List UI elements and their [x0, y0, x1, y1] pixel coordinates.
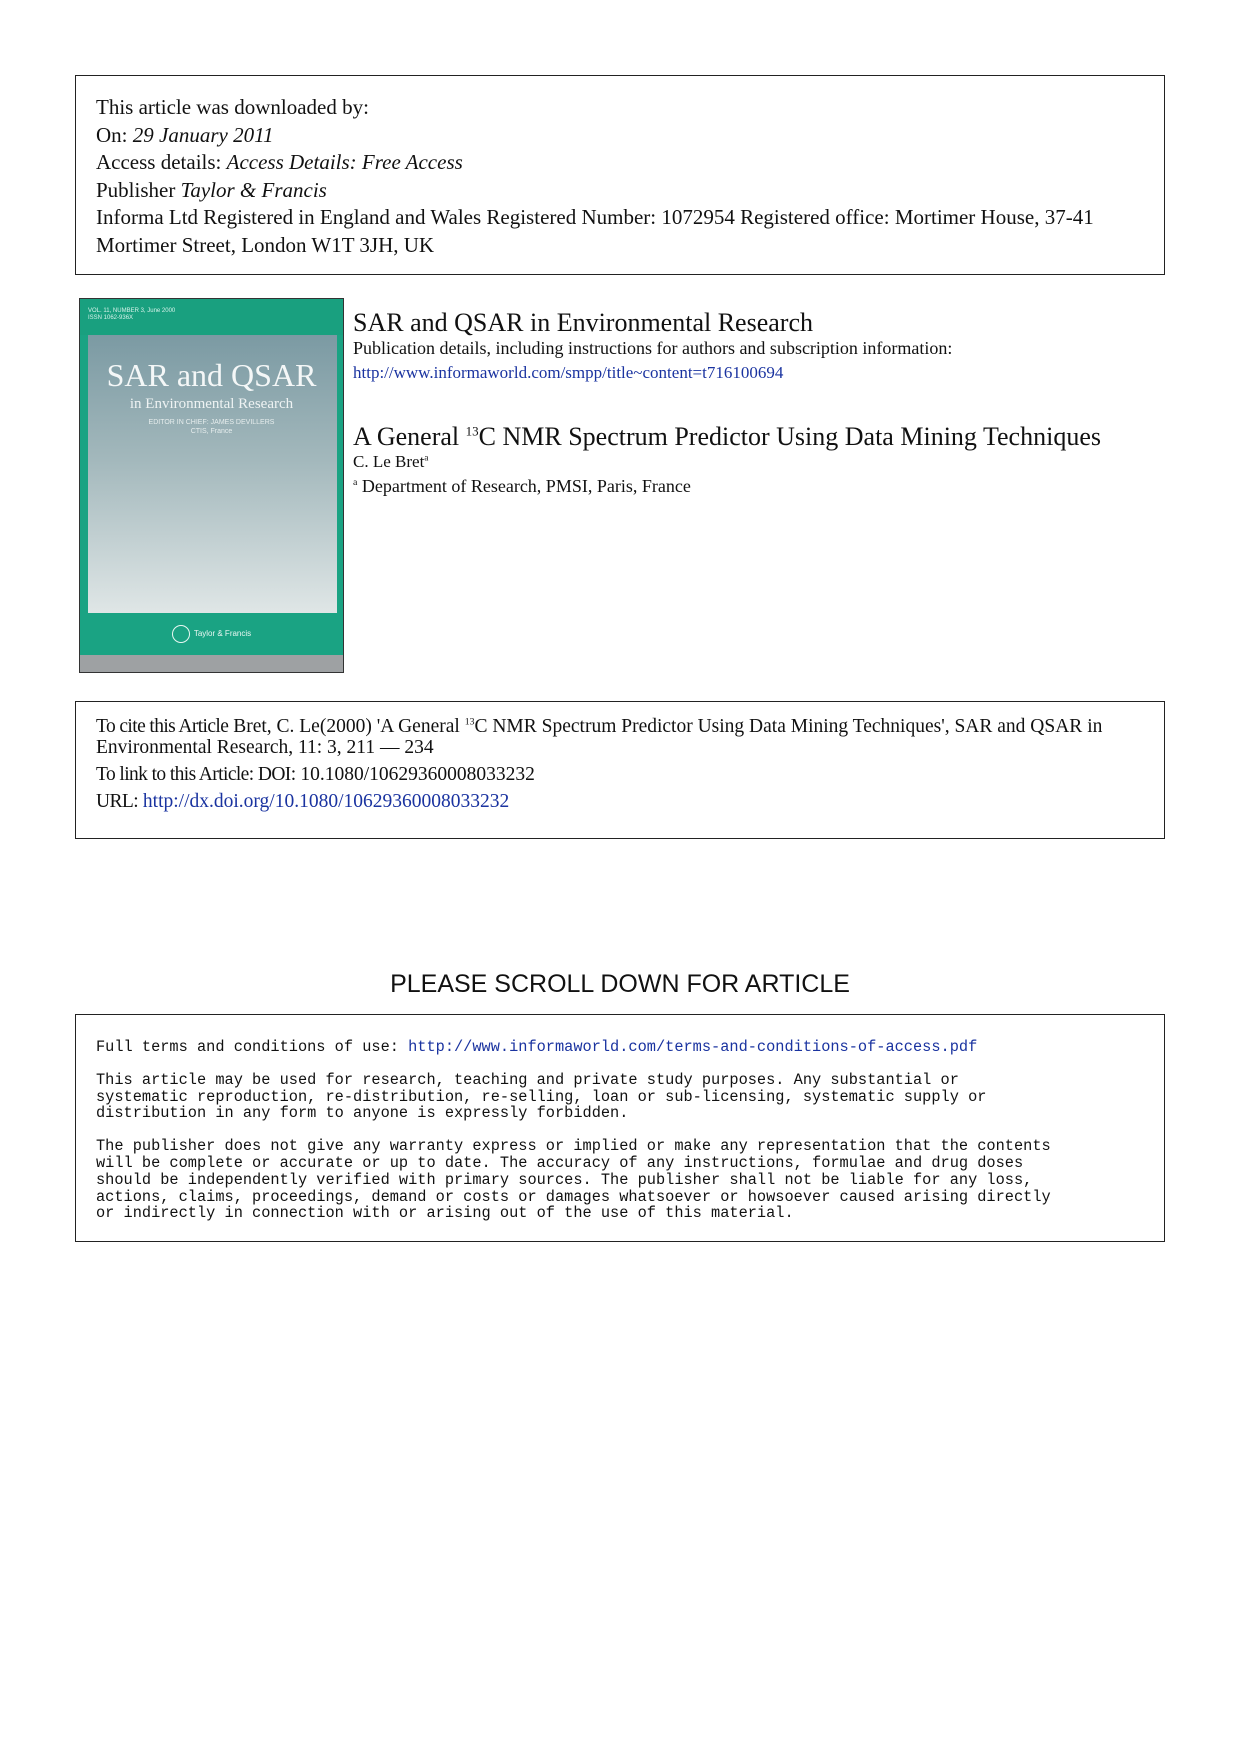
terms-paragraph-warranty: The publisher does not give any warranty express or implied or make any representation that the contents will be complete or accurate or up to date. The accuracy of any instructions, formulae and drug doses should be independently verified with primary sources. The publisher shall not be liable for any loss, actions, claims, proceedings, demand or costs or damages whatsoever or howsoever caused arising directly or indirectly in connection with or arising out of the use of this material. [96, 1137, 1051, 1223]
journal-title: SAR and QSAR in Environmental Research [353, 308, 813, 337]
cover-publisher-logo [80, 625, 343, 643]
cover-editor-affiliation: CTIS, France [190, 428, 233, 435]
cover-editor [80, 418, 343, 436]
download-date-value: 29 January 2011 [132, 122, 274, 147]
download-date-label: On: [96, 122, 133, 147]
doi-value: 10.1080/10629360008033232 [295, 764, 535, 785]
article-title-post: C NMR Spectrum Predictor Using Data Mining Techniques [478, 422, 1101, 451]
cite-article [96, 716, 1144, 758]
publisher-logo-icon [172, 625, 190, 643]
terms-box [75, 1014, 1165, 1242]
cite-text-post: C NMR Spectrum Predictor Using Data Mining Techniques', SAR and QSAR in Environmental Research, 11: 3, 211 — 234 [96, 716, 1103, 758]
download-info-box [75, 75, 1165, 275]
author-name: C. Le Bret [353, 452, 425, 471]
affiliation-superscript: a [353, 477, 358, 488]
article-title-superscript: 13 [465, 423, 479, 439]
journal-url-link[interactable]: http://www.informaworld.com/smpp/title~content=t716100694 [353, 363, 784, 382]
access-details-label: Access details: [96, 150, 227, 174]
access-details-value: Access Details: Free Access [226, 150, 463, 174]
cover-top-strip [80, 299, 343, 335]
publisher [96, 177, 1144, 205]
cover-bottom-strip [80, 655, 343, 672]
cover-issue-line: VOL. 11, NUMBER 3, June 2000 [88, 308, 176, 314]
publisher-label: Publisher [96, 177, 181, 202]
cover-issue-info [88, 308, 175, 322]
citation-box [75, 701, 1165, 839]
scroll-down-notice: PLEASE SCROLL DOWN FOR ARTICLE [390, 970, 850, 998]
terms-url-line [96, 1039, 1144, 1056]
cover-subtitle: in Environmental Research [129, 396, 294, 412]
access-details [96, 149, 1144, 177]
link-label: To link to this Article: DOI: [96, 764, 296, 785]
terms-paragraph-usage: This article may be used for research, teaching and private study purposes. Any substantial or systematic reproduction, re-distribution, re-selling, loan or sub-licensing, systematic supply or distribution in any form to anyone is expressly forbidden. [96, 1070, 987, 1123]
cover-issn-line: ISSN 1062-936X [88, 315, 134, 321]
author [353, 451, 428, 473]
download-date [96, 122, 1144, 150]
article-title [353, 421, 1101, 453]
terms-url-link[interactable]: http://www.informaworld.com/terms-and-conditions-of-access.pdf [408, 1038, 978, 1056]
cover-publisher-name: Taylor & Francis [193, 629, 252, 639]
informa-registration: Informa Ltd Registered in England and Wales Registered Number: 1072954 Registered office: Mortimer House, 37-41 Mortimer Street, London W1T 3JH, UK [96, 205, 1094, 257]
affiliation [353, 475, 691, 497]
author-superscript: a [424, 453, 429, 464]
journal-cover-image [79, 298, 344, 673]
url-label: URL: [96, 791, 139, 812]
cite-text-pre: Bret, C. Le(2000) 'A General [228, 716, 465, 737]
doi-url-link[interactable]: http://dx.doi.org/10.1080/10629360008033232 [138, 791, 510, 812]
publisher-value: Taylor & Francis [180, 177, 327, 202]
affiliation-text: Department of Research, PMSI, Paris, France [357, 476, 691, 496]
cover-title: SAR and QSAR [106, 357, 317, 393]
cite-superscript: 13 [464, 716, 475, 728]
link-article [96, 764, 1144, 785]
url-row [96, 791, 1144, 812]
article-title-pre: A General [353, 422, 466, 451]
terms-label: Full terms and conditions of use: [96, 1038, 409, 1056]
cite-label: To cite this Article [96, 716, 229, 737]
cover-editor-line: EDITOR IN CHIEF: JAMES DEVILLERS [148, 419, 275, 426]
publication-details: Publication details, including instructions for authors and subscription information: [353, 338, 953, 358]
download-line: This article was downloaded by: [96, 95, 369, 119]
